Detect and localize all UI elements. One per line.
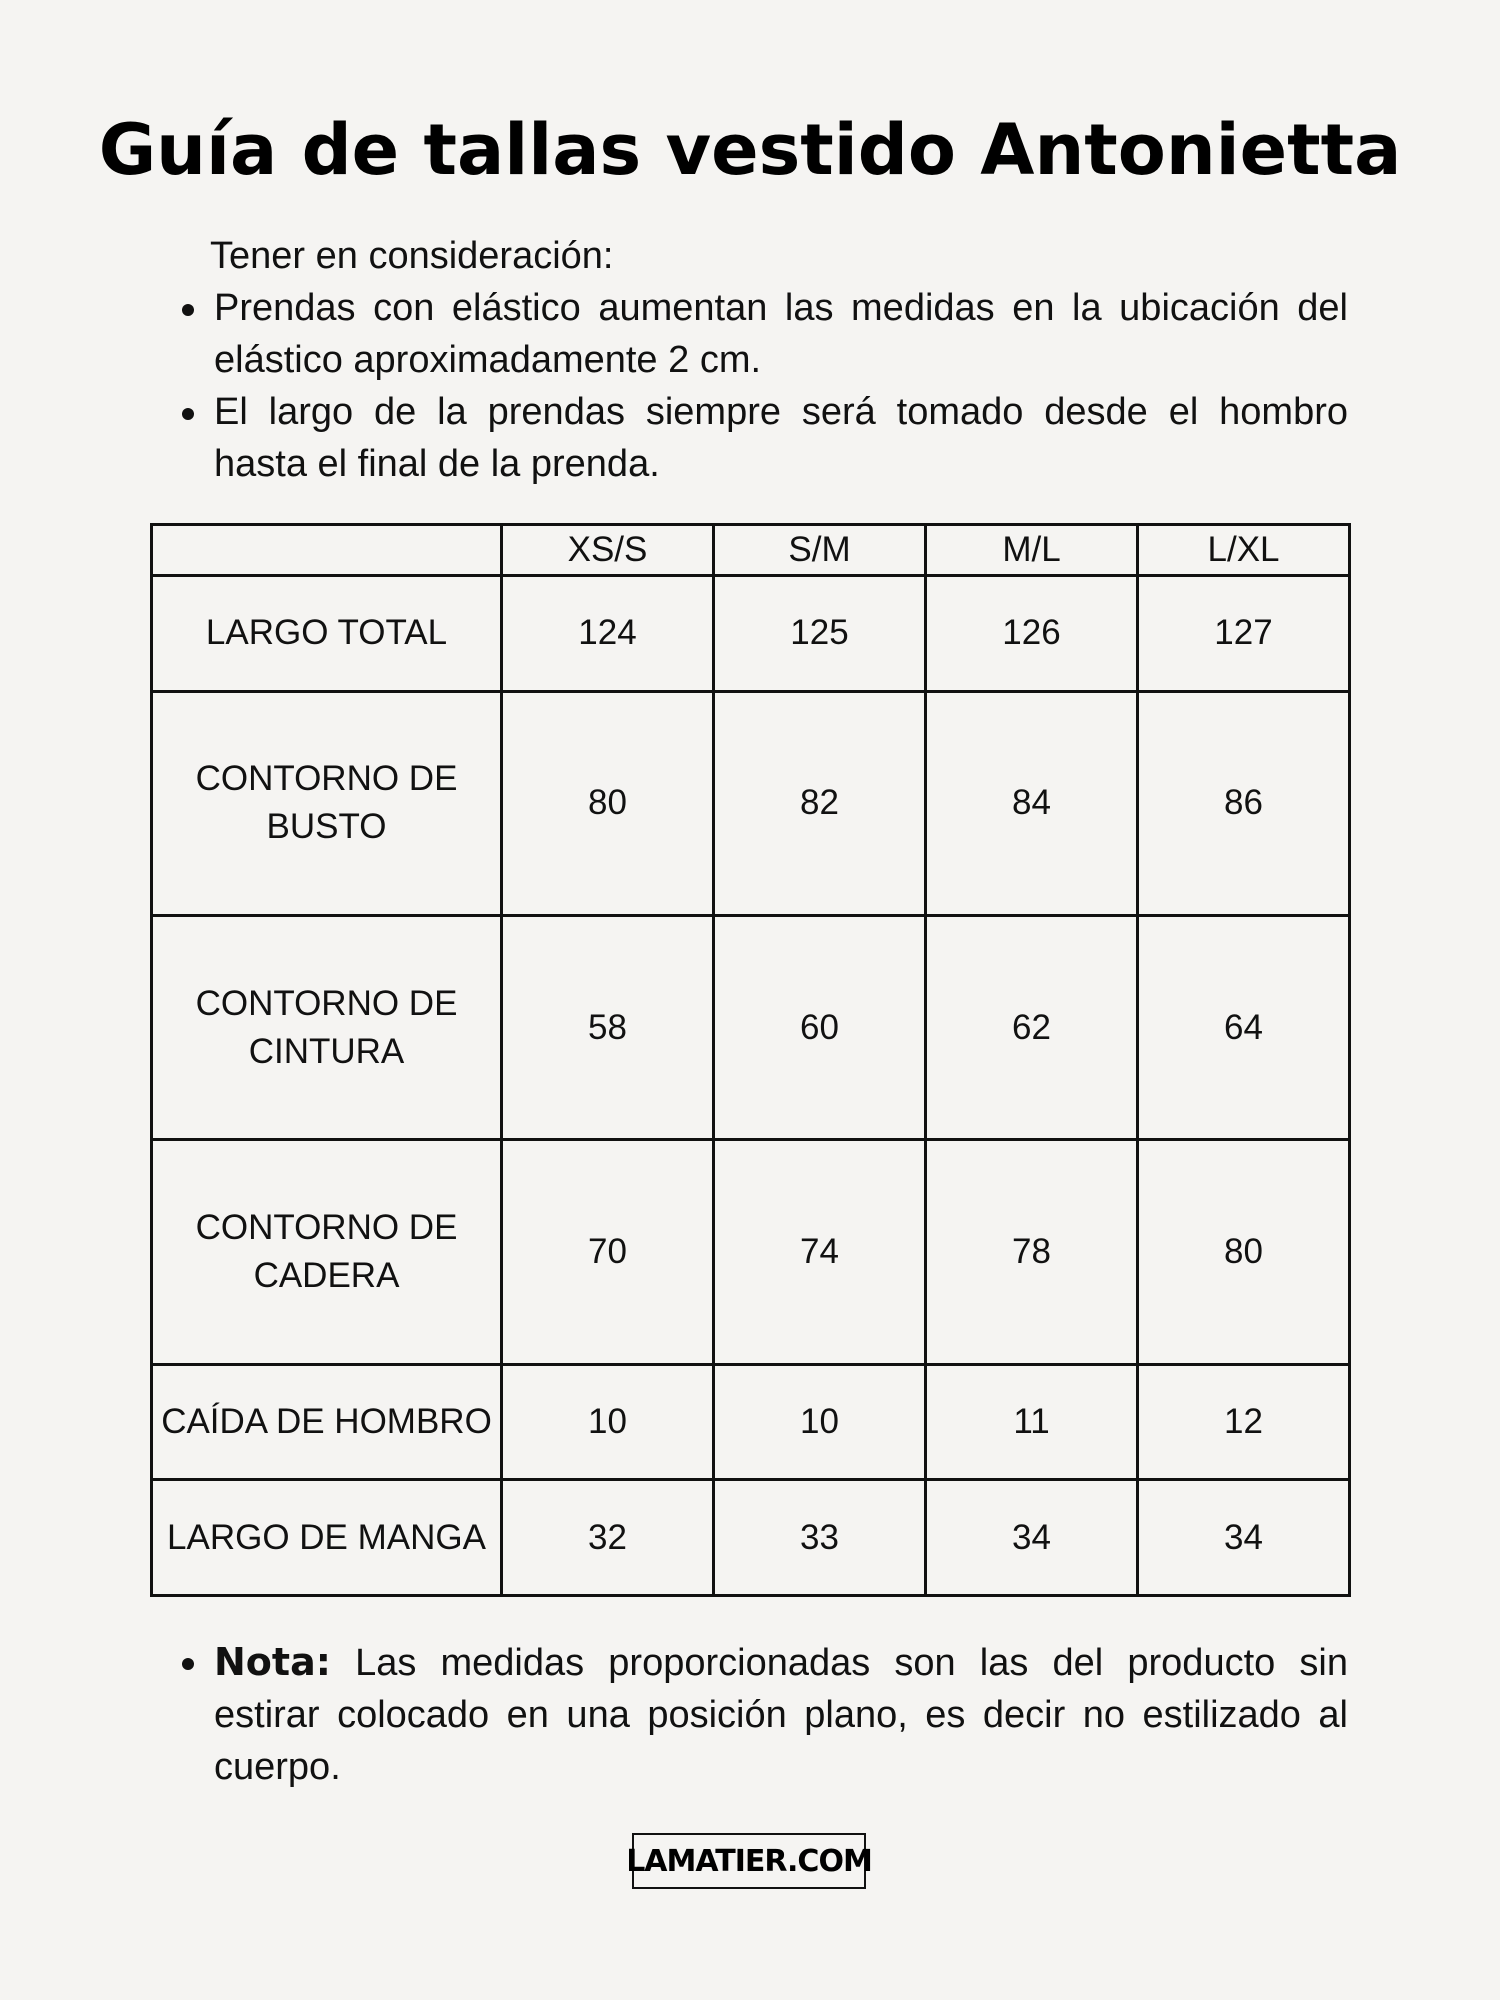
note-section xyxy=(182,1636,1348,1793)
table-cell: 60 xyxy=(714,915,926,1139)
considerations-section xyxy=(182,230,1348,490)
note-text: Las medidas proporcionadas son las del producto sin estirar colocado en una posición plano, es decir no estilizado al cuerpo. xyxy=(214,1642,1348,1788)
bullet-icon xyxy=(182,1658,194,1670)
row-label: LARGO DE MANGA xyxy=(152,1480,502,1596)
table-cell: 34 xyxy=(926,1480,1138,1596)
table-cell: 74 xyxy=(714,1140,926,1364)
row-label: CONTORNO DE CINTURA xyxy=(152,915,502,1139)
table-cell: 124 xyxy=(502,576,714,692)
page-title: Guía de tallas vestido Antonietta xyxy=(98,109,1402,191)
list-item-text: El largo de la prendas siempre será tomado desde el hombro hasta el final de la prenda. xyxy=(214,391,1348,485)
table-cell: 62 xyxy=(926,915,1138,1139)
table-cell: 126 xyxy=(926,576,1138,692)
row-label: LARGO TOTAL xyxy=(152,576,502,692)
table-cell: 34 xyxy=(1138,1480,1350,1596)
table-row xyxy=(152,1480,1350,1596)
note-list xyxy=(182,1636,1348,1793)
bullet-icon xyxy=(182,304,194,316)
table-cell: 12 xyxy=(1138,1364,1350,1480)
table-cell: 125 xyxy=(714,576,926,692)
table-cell: 32 xyxy=(502,1480,714,1596)
table-row xyxy=(152,1140,1350,1364)
table-cell: 58 xyxy=(502,915,714,1139)
table-cell: 86 xyxy=(1138,691,1350,915)
table-cell: 84 xyxy=(926,691,1138,915)
table-header-size: S/M xyxy=(714,525,926,576)
note-label: Nota: xyxy=(214,1640,331,1684)
table-cell: 82 xyxy=(714,691,926,915)
table-cell: 10 xyxy=(714,1364,926,1480)
bullet-icon xyxy=(182,408,194,420)
table-cell: 78 xyxy=(926,1140,1138,1364)
list-item xyxy=(182,282,1348,386)
website-badge: LAMATIER.COM xyxy=(632,1833,866,1889)
considerations-list xyxy=(182,282,1348,490)
size-chart-table xyxy=(150,523,1351,1597)
table-header-empty xyxy=(152,525,502,576)
table-header-row xyxy=(152,525,1350,576)
table-cell: 33 xyxy=(714,1480,926,1596)
table-header-size: XS/S xyxy=(502,525,714,576)
table-row xyxy=(152,915,1350,1139)
table-header-size: M/L xyxy=(926,525,1138,576)
list-item-text: Prendas con elástico aumentan las medidas en la ubicación del elástico aproximadamente 2 cm. xyxy=(214,287,1348,381)
table-cell: 64 xyxy=(1138,915,1350,1139)
row-label: CONTORNO DE BUSTO xyxy=(152,691,502,915)
list-item xyxy=(182,386,1348,490)
table-cell: 11 xyxy=(926,1364,1138,1480)
table-cell: 127 xyxy=(1138,576,1350,692)
table-row xyxy=(152,1364,1350,1480)
considerations-heading: Tener en consideración: xyxy=(210,235,614,277)
table-cell: 80 xyxy=(502,691,714,915)
table-cell: 70 xyxy=(502,1140,714,1364)
table-cell: 80 xyxy=(1138,1140,1350,1364)
row-label: CAÍDA DE HOMBRO xyxy=(152,1364,502,1480)
list-item xyxy=(182,1636,1348,1793)
table-row xyxy=(152,691,1350,915)
table-cell: 10 xyxy=(502,1364,714,1480)
table-header-size: L/XL xyxy=(1138,525,1350,576)
table-row xyxy=(152,576,1350,692)
row-label: CONTORNO DE CADERA xyxy=(152,1140,502,1364)
